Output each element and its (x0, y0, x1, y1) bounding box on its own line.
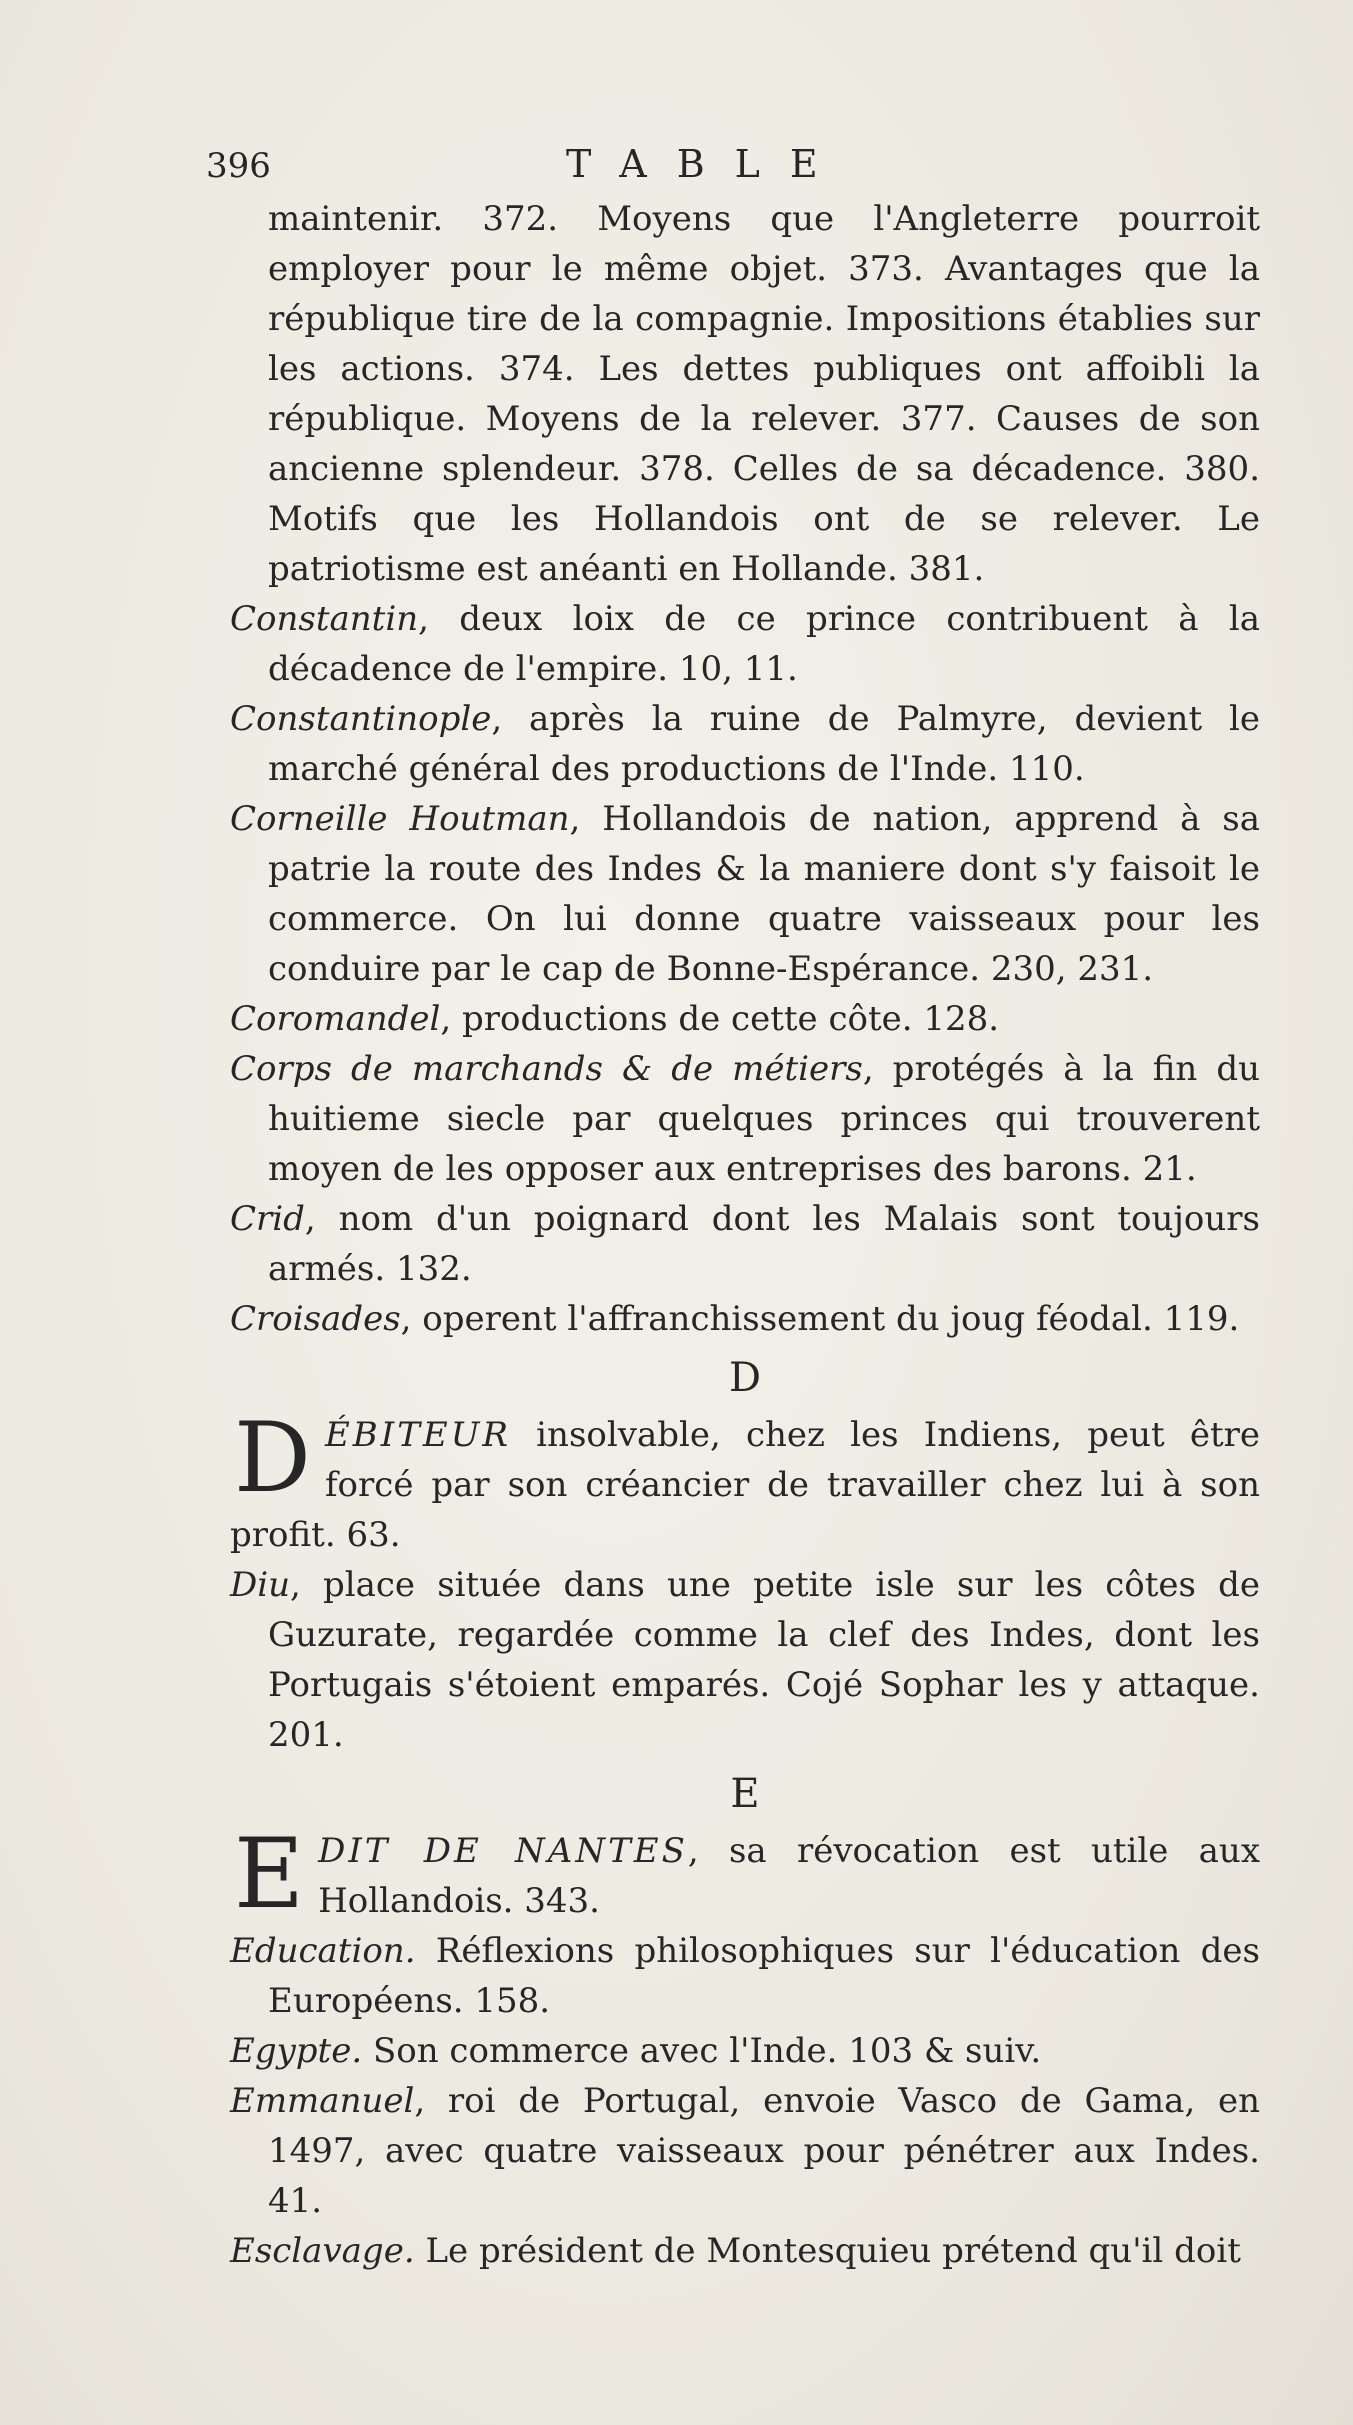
page-header (206, 142, 1006, 196)
index-entry-lead (230, 1818, 1260, 1930)
entry-text: insolvable, chez les Indiens, peut être forcé par son créancier de travailler chez lui à son profit. 63. (230, 1415, 1260, 1555)
page-number: 396 (206, 146, 271, 186)
index-entry (230, 1560, 1260, 1760)
running-head: TABLE (566, 142, 848, 186)
entry-text: , productions de cette côte. 128. (440, 999, 1000, 1039)
entry-lemma: Croisades (230, 1299, 401, 1339)
entry-lemma: DIT DE NANTES (318, 1831, 688, 1871)
entry-text: Son commerce avec l'Inde. 103 & suiv. (362, 2031, 1042, 2071)
index-entry-continuation (230, 194, 1260, 594)
index-entry (230, 2076, 1260, 2226)
entry-lemma: Crid (230, 1199, 305, 1239)
entry-lemma: Corps de marchands & de métiers (230, 1049, 863, 1089)
index-entry (230, 794, 1260, 994)
entry-lemma: Constantin (230, 599, 419, 639)
entry-lemma: Constantinople (230, 699, 492, 739)
index-entry (230, 994, 1260, 1044)
entry-lemma: Corneille Houtman (230, 799, 570, 839)
index-entry (230, 594, 1260, 694)
entry-lemma: Egypte. (230, 2031, 363, 2071)
entry-text: , après la ruine de Palmyre, devient le marché général des productions de l'Inde. 110. (268, 699, 1260, 789)
section-letter-d: D (728, 1355, 762, 1401)
entry-text: , Hollandois de nation, apprend à sa patrie la route des Indes & la maniere dont s'y faisoit le commerce. On lui donne quatre vaisseaux pour les conduire par le cap de Bonne-Espérance. 230, 231. (268, 799, 1260, 989)
index-entry-lead (230, 1402, 1260, 1560)
index-entry (230, 1044, 1260, 1194)
drop-cap: E (234, 1818, 305, 1930)
entry-text: , place située dans une petite isle sur les côtes de Guzurate, regardée comme la clef des Indes, dont les Portugais s'étoient emparés. Cojé Sophar les y attaque. 201. (268, 1565, 1260, 1755)
drop-cap: D (234, 1402, 311, 1514)
entry-lemma: Esclavage. (230, 2231, 415, 2271)
index-entry (230, 694, 1260, 794)
section-letter-e: E (730, 1771, 760, 1817)
entry-text: , nom d'un poignard dont les Malais sont toujours armés. 132. (268, 1199, 1260, 1289)
entry-lemma: Emmanuel (230, 2081, 415, 2121)
index-entry (230, 2226, 1260, 2276)
entry-lemma: ÉBITEUR (324, 1415, 511, 1455)
index-entry (230, 1194, 1260, 1294)
entry-text: Réflexions philosophiques sur l'éducation des Européens. 158. (268, 1931, 1260, 2021)
entry-text: , protégés à la fin du huitieme siecle par quelques princes qui trouverent moyen de les opposer aux entreprises des barons. 21. (268, 1049, 1260, 1189)
index-body (230, 194, 1260, 2276)
entry-lemma: Education. (230, 1931, 416, 1971)
entry-text: , roi de Portugal, envoie Vasco de Gama, en 1497, avec quatre vaisseaux pour pénétrer aux Indes. 41. (268, 2081, 1260, 2221)
index-entry (230, 2026, 1260, 2076)
entry-text: , operent l'affranchissement du joug féodal. 119. (400, 1299, 1240, 1339)
index-entry (230, 1294, 1260, 1344)
entry-lemma: Diu (230, 1565, 291, 1605)
entry-text: maintenir. 372. Moyens que l'Angleterre pourroit employer pour le même objet. 373. Avantages que la république tire de la compagnie. Impositions établies sur les actions. 374. Les dettes publiques ont affoibli la république. Moyens de la relever. 377. Causes de son ancienne splendeur. 378. Celles de sa décadence. 380. Motifs que les Hollandois ont de se relever. Le patriotisme est anéanti en Hollande. 381. (268, 199, 1260, 589)
entry-text: , sa révocation est utile aux Hollandois. 343. (318, 1831, 1260, 1921)
entry-text: Le président de Montesquieu prétend qu'il doit (414, 2231, 1241, 2271)
entry-text: , deux loix de ce prince contribuent à la décadence de l'empire. 10, 11. (268, 599, 1260, 689)
index-entry (230, 1926, 1260, 2026)
entry-lemma: Coromandel (230, 999, 441, 1039)
